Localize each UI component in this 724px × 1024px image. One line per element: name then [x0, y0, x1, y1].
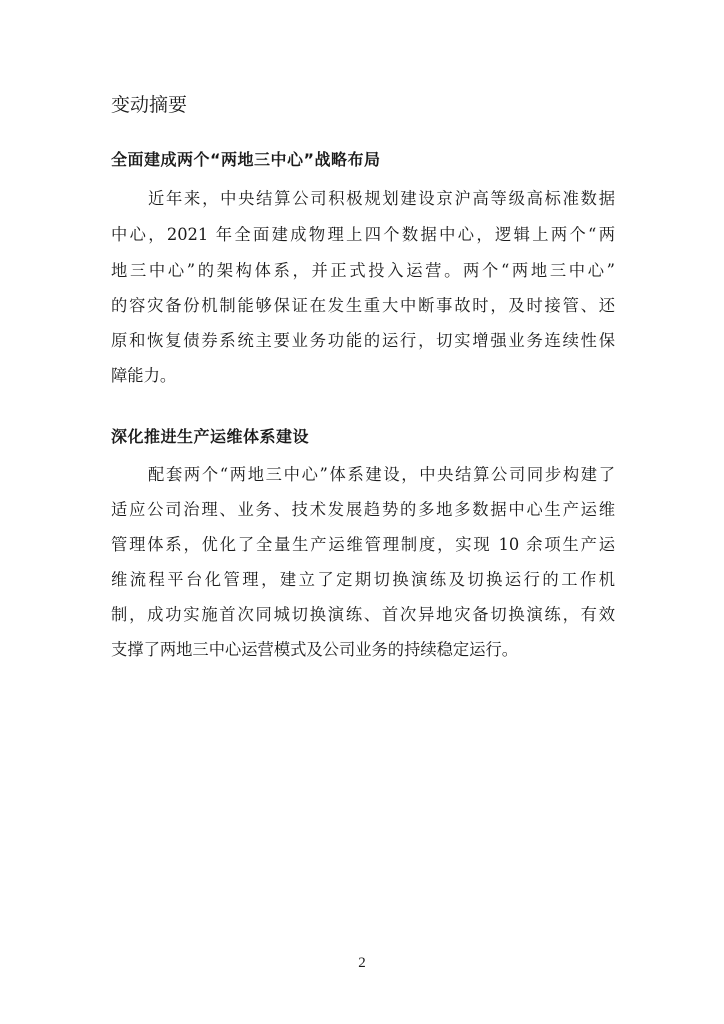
section-heading-2: 深化推进生产运维体系建设 [111, 427, 310, 446]
paragraph-2-line: 适应公司治理、业务、技术发展趋势的多地多数据中心生产运维 [111, 500, 615, 519]
paragraph-1-line: 地三中心”的架构体系，并正式投入运营。两个“两地三中心” [111, 261, 615, 280]
paragraph-1-line: 障能力。 [111, 366, 177, 385]
page-number: 2 [358, 955, 366, 971]
page-title: 变动摘要 [111, 94, 188, 116]
paragraph-2-line: 支撑了两地三中心运营模式及公司业务的持续稳定运行。 [111, 640, 519, 659]
paragraph-1-line: 的容灾备份机制能够保证在发生重大中断事故时，及时接管、还 [111, 296, 615, 315]
paragraph-2-line: 配套两个“两地三中心”体系建设，中央结算公司同步构建了 [148, 465, 615, 484]
paragraph-2-line: 制，成功实施首次同城切换演练、首次异地灾备切换演练，有效 [111, 605, 615, 624]
paragraph-1-line: 近年来，中央结算公司积极规划建设京沪高等级高标准数据 [148, 189, 615, 208]
paragraph-2-line: 管理体系，优化了全量生产运维管理制度，实现 10 余项生产运 [111, 535, 615, 554]
section-heading-1: 全面建成两个“两地三中心”战略布局 [111, 150, 381, 169]
paragraph-2-line: 维流程平台化管理，建立了定期切换演练及切换运行的工作机 [111, 570, 615, 589]
paragraph-1-line: 中心，2021 年全面建成物理上四个数据中心，逻辑上两个“两 [111, 225, 615, 244]
paragraph-1-line: 原和恢复债券系统主要业务功能的运行，切实增强业务连续性保 [111, 331, 615, 350]
